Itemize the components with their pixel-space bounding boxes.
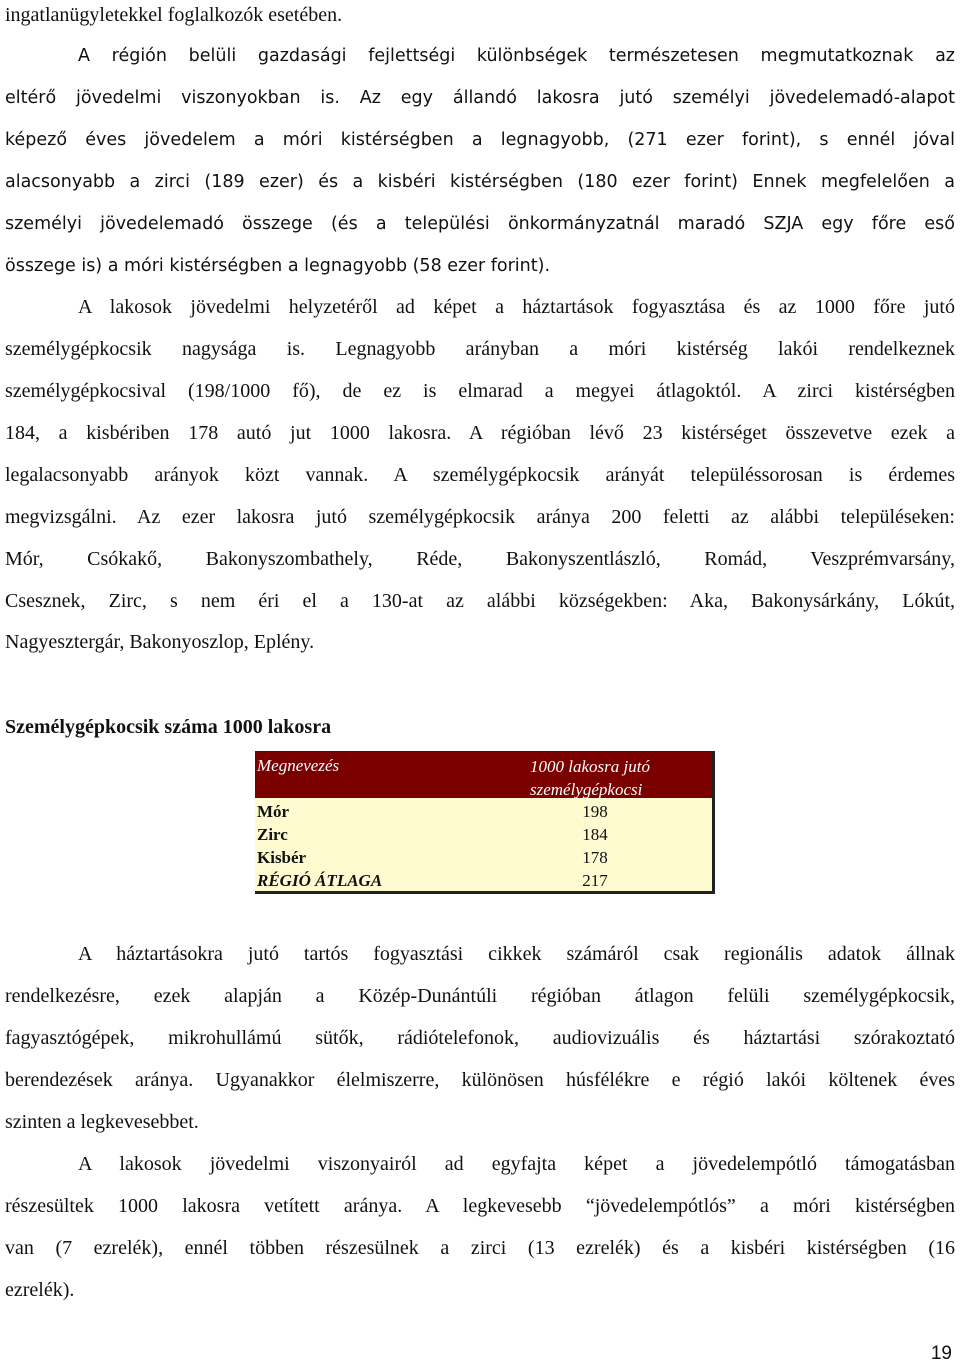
text-line: Nagyesztergár, Bakonyoszlop, Eplény. [5, 631, 315, 653]
row-name: RÉGIÓ ÁTLAGA [257, 871, 383, 890]
text-line: személygépkocsival (198/1000 fő), de ez is elmarad a megyei átlagoktól. A zirci kistérségben [5, 380, 955, 402]
text-line: A lakosok jövedelmi viszonyairól ad egyfajta képet a jövedelempótló támogatásban [78, 1153, 955, 1175]
table-title: Személygépkocsik száma 1000 lakosra [5, 716, 332, 738]
table-border [255, 751, 715, 894]
text-line: részesültek 1000 lakosra vetített aránya. A legkevesebb “jövedelempótlós” a móri kistérségben [5, 1195, 955, 1217]
text-line: fagyasztógépek, mikrohullámú sütők, rádiótelefonok, audiovizuális és háztartási szórakoztató [5, 1027, 955, 1049]
text-line: Mór, Csókakő, Bakonyszombathely, Réde, Bakonyszentlászló, Romád, Veszprémvarsány, [5, 548, 955, 570]
row-value: 198 [582, 802, 608, 821]
text-line: megvizsgálni. Az ezer lakosra jutó személygépkocsik aránya 200 feletti az alábbi településeken: [5, 506, 955, 528]
text-line: A lakosok jövedelmi helyzetéről ad képet a háztartások fogyasztása és az 1000 főre jutó [78, 296, 955, 318]
text-line: ezrelék). [5, 1279, 75, 1301]
text-line: személygépkocsik nagysága is. Legnagyobb arányban a móri kistérség lakói rendelkeznek [5, 338, 955, 360]
column-header-value: 1000 lakosra jutó személygépkocsi [530, 757, 650, 799]
text-line: 184, a kisbériben 178 autó jut 1000 lakosra. A régióban lévő 23 kistérséget összevetve ezek a [5, 422, 955, 444]
text-line: ingatlanügyletekkel foglalkozók esetében. [5, 4, 343, 26]
text-line: szinten a legkevesebbet. [5, 1111, 199, 1133]
text-line: összege is) a móri kistérségben a legnagyobb (58 ezer forint). [5, 256, 551, 276]
text-line: rendelkezésre, ezek alapján a Közép-Dunántúli régióban átlagon felüli személygépkocsik, [5, 985, 955, 1007]
page-number: 19 [930, 1343, 952, 1364]
row-name: Zirc [257, 825, 288, 844]
text-line: Csesznek, Zirc, s nem éri el a 130-at az alábbi községekben: Aka, Bakonysárkány, Lókút, [5, 590, 955, 612]
data-table [255, 751, 715, 894]
text-line: A háztartásokra jutó tartós fogyasztási cikkek számáról csak regionális adatok állnak [78, 943, 955, 965]
row-value: 184 [582, 825, 608, 844]
text-line: eltérő jövedelmi viszonyokban is. Az egy állandó lakosra jutó személyi jövedelemadó-alapot [5, 88, 955, 108]
text-line: személyi jövedelemadó összege (és a települési önkormányzatnál maradó SZJA egy főre eső [5, 214, 955, 234]
text-line: van (7 ezrelék), ennél többen részesülnek a zirci (13 ezrelék) és a kisbéri kistérségben (16 [5, 1237, 955, 1259]
row-value: 217 [582, 871, 608, 890]
row-name: Mór [257, 802, 290, 821]
text-line: berendezések aránya. Ugyanakkor élelmiszerre, különösen húsfélékre e régió lakói költenek éves [5, 1069, 955, 1091]
row-value: 178 [582, 848, 608, 867]
text-line: A régión belüli gazdasági fejlettségi különbségek természetesen megmutatkoznak az [78, 46, 955, 66]
column-header-name: Megnevezés [257, 756, 340, 775]
text-line: legalacsonyabb arányok közt vannak. A személygépkocsik arányát településsorosan is érdemes [5, 464, 955, 486]
text-line: alacsonyabb a zirci (189 ezer) és a kisbéri kistérségben (180 ezer forint) Ennek megfelelően a [5, 172, 955, 192]
row-name: Kisbér [257, 848, 307, 867]
text-line: képező éves jövedelem a móri kistérségben a legnagyobb, (271 ezer forint), s ennél jóval [5, 130, 955, 150]
